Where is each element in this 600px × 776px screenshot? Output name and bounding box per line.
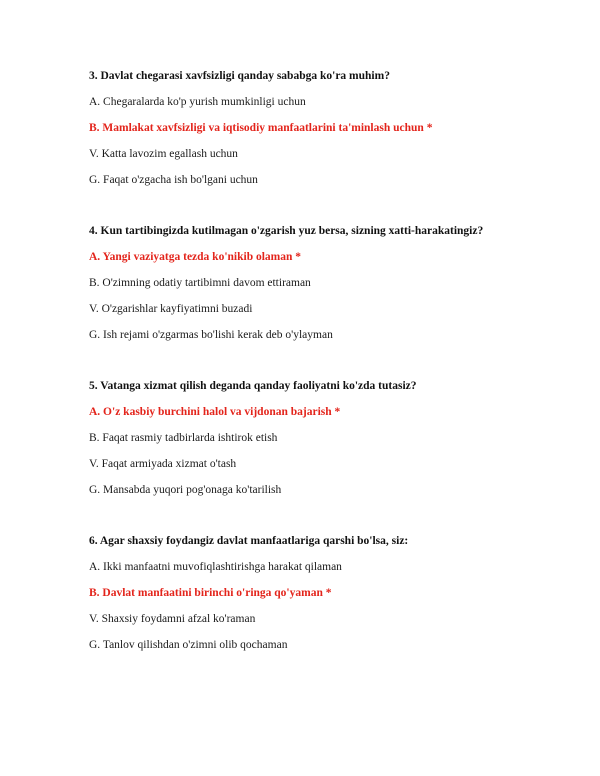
answer-option-a: A. Ikki manfaatni muvofiqlashtirishga harakat qilaman	[89, 561, 342, 573]
answer-option-g: G. Faqat o'zgacha ish bo'lgani uchun	[89, 174, 258, 186]
answer-option-a: A. Chegaralarda ko'p yurish mumkinligi uchun	[89, 96, 306, 108]
answer-option-v: V. Shaxsiy foydamni afzal ko'raman	[89, 613, 256, 625]
question-title: 5. Vatanga xizmat qilish deganda qanday faoliyatni ko'zda tutasiz?	[89, 380, 417, 392]
question-5	[89, 379, 569, 496]
answer-option-g: G. Tanlov qilishdan o'zimni olib qochaman	[89, 639, 288, 651]
question-4	[89, 224, 569, 341]
answer-option-b: B. Faqat rasmiy tadbirlarda ishtirok etish	[89, 432, 278, 444]
answer-option-b-correct: B. Mamlakat xavfsizligi va iqtisodiy manfaatlarini ta'minlash uchun *	[89, 122, 433, 134]
question-3	[89, 69, 569, 186]
answer-option-v: V. Faqat armiyada xizmat o'tash	[89, 458, 237, 470]
answer-option-v: V. O'zgarishlar kayfiyatimni buzadi	[89, 303, 253, 315]
question-6	[89, 534, 569, 651]
answer-option-g: G. Ish rejami o'zgarmas bo'lishi kerak deb o'ylayman	[89, 329, 333, 341]
answer-option-a-correct: A. O'z kasbiy burchini halol va vijdonan bajarish *	[89, 406, 341, 418]
question-title: 4. Kun tartibingizda kutilmagan o'zgarish yuz bersa, sizning xatti-harakatingiz?	[89, 225, 484, 237]
answer-option-a-correct: A. Yangi vaziyatga tezda ko'nikib olaman *	[89, 251, 302, 263]
question-title: 3. Davlat chegarasi xavfsizligi qanday sababga ko'ra muhim?	[89, 70, 390, 82]
answer-option-g: G. Mansabda yuqori pog'onaga ko'tarilish	[89, 484, 282, 496]
answer-option-b-correct: B. Davlat manfaatini birinchi o'ringa qo'yaman *	[89, 587, 332, 599]
question-title: 6. Agar shaxsiy foydangiz davlat manfaatlariga qarshi bo'lsa, siz:	[89, 535, 409, 547]
answer-option-b: B. O'zimning odatiy tartibimni davom ettiraman	[89, 277, 311, 289]
answer-option-v: V. Katta lavozim egallash uchun	[89, 148, 238, 160]
